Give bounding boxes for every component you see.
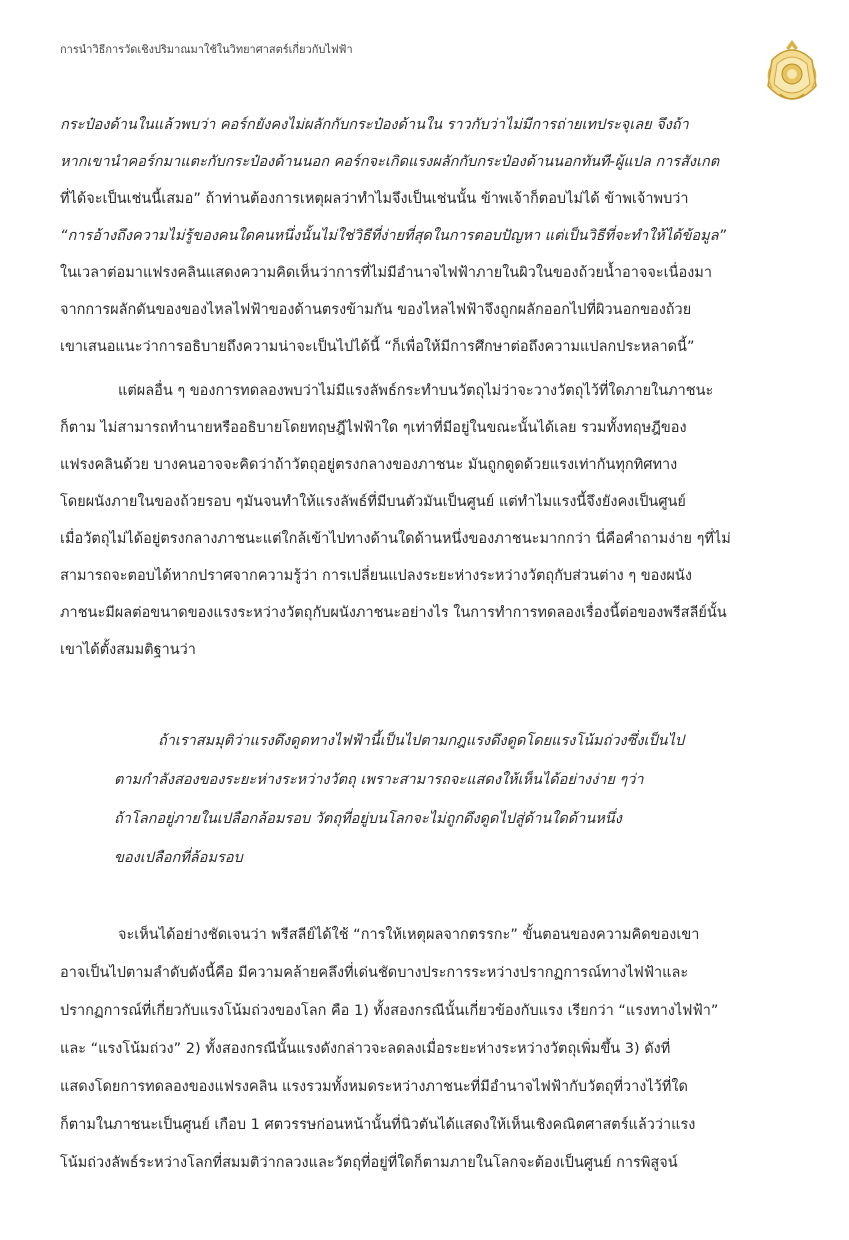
text-line: เขาได้ตั้งสมมติฐานว่า: [60, 642, 196, 658]
quote-line: ถ้าเราสมมุติว่าแรงดึงดูดทางไฟฟ้านี้เป็นไปตามกฎแรงดึงดูดโดยแรงโน้มถ่วงซึ่งเป็นไป: [158, 733, 685, 749]
text-line: โดยผนังภายในของถ้วยรอบ ๆมันจนทำให้แรงลัพธ์ที่มีบนตัวมันเป็นศูนย์ แต่ทำไมแรงนี้จึงยังคงเป็นศูนย์: [60, 494, 686, 510]
quote-line: ตามกำลังสองของระยะห่างระหว่างวัตถุ เพราะสามารถจะแสดงให้เห็นได้อย่างง่าย ๆว่า: [114, 772, 644, 788]
text-line: “การอ้างถึงความไม่รู้ของคนใดคนหนึ่งนั้นไม่ใช่วิธีที่ง่ายที่สุดในการตอบปัญหา แต่เป็นวิธีที่จะทำให้ได้ข้อมูล”: [60, 228, 727, 244]
quote-line: ของเปลือกที่ล้อมรอบ: [114, 850, 243, 866]
text-line: แสดงโดยการทดลองของแฟรงคลิน แรงรวมทั้งหมดระหว่างภาชนะที่มีอำนาจไฟฟ้ากับวัตถุที่วางไว้ที่ใด: [60, 1079, 688, 1095]
text-line: จากการผลักดันของของไหลไฟฟ้าของด้านตรงข้ามกัน ของไหลไฟฟ้าจึงถูกผลักออกไปที่ผิวนอกของถ้วย: [60, 302, 692, 318]
text-line: กระป๋องด้านในแล้วพบว่า คอร์กยังคงไม่ผลักกับกระป๋องด้านใน ราวกับว่าไม่มีการถ่ายเทประจุเลย จึงถ้า: [60, 117, 689, 133]
text-line: ที่ได้จะเป็นเช่นนี้เสมอ” ถ้าท่านต้องการเหตุผลว่าทำไมจึงเป็นเช่นนั้น ข้าพเจ้าก็ตอบไม่ได้ ข้าพเจ้าพบว่า: [60, 191, 689, 207]
text-line: สามารถจะตอบได้หากปราศจากความรู้ว่า การเปลี่ยนแปลงระยะห่างระหว่างวัตถุกับส่วนต่าง ๆ ของผนัง: [60, 568, 692, 584]
text-line: โน้มถ่วงลัพธ์ระหว่างโลกที่สมมติว่ากลวงและวัตถุที่อยู่ที่ใดก็ตามภายในโลกจะต้องเป็นศูนย์ การพิสูจน์: [60, 1155, 678, 1171]
text-line: เขาเสนอแนะว่าการอธิบายถึงความน่าจะเป็นไปได้นี้ “ก็เพื่อให้มีการศึกษาต่อถึงความแปลกประหลาดนี้”: [60, 339, 695, 355]
text-line: ในเวลาต่อมาแฟรงคลินแสดงความคิดเห็นว่าการที่ไม่มีอำนาจไฟฟ้าภายในผิวในของถ้วยน้ำอาจจะเนื่องมา: [60, 265, 713, 281]
text-line: เมื่อวัตถุไม่ได้อยู่ตรงกลางภาชนะแต่ใกล้เข้าไปทางด้านใดด้านหนึ่งของภาชนะมากกว่า นี่คือคำถามง่าย ๆที่ไม่: [60, 531, 731, 547]
university-seal-icon: [762, 38, 822, 112]
text-line: ก็ตามในภาชนะเป็นศูนย์ เกือบ 1 ศตวรรษก่อนหน้านั้นที่นิวตันได้แสดงให้เห็นเชิงคณิตศาสตร์แล้วว่าแรง: [60, 1117, 696, 1133]
text-line: อาจเป็นไปตามลำดับดังนี้คือ มีความคล้ายคลึงที่เด่นชัดบางประการระหว่างปรากฏการณ์ทางไฟฟ้าและ: [60, 965, 689, 981]
text-line: แต่ผลอื่น ๆ ของการทดลองพบว่าไม่มีแรงลัพธ์กระทำบนวัตถุไม่ว่าจะวางวัตถุไว้ที่ใดภายในภาชนะ: [118, 383, 714, 399]
text-line: ก็ตาม ไม่สามารถทำนายหรืออธิบายโดยทฤษฎีไฟฟ้าใด ๆเท่าที่มีอยู่ในขณะนั้นได้เลย รวมทั้งทฤษฎีของ: [60, 420, 687, 436]
text-line: แฟรงคลินด้วย บางคนอาจจะคิดว่าถ้าวัตถุอยู่ตรงกลางของภาชนะ มันถูกดูดด้วยแรงเท่ากันทุกทิศทาง: [60, 457, 678, 473]
text-line: จะเห็นได้อย่างชัดเจนว่า พรีสลีย์ได้ใช้ “การให้เหตุผลจากตรรกะ” ขั้นตอนของความคิดของเขา: [118, 927, 700, 943]
running-header: การนำวิธีการวัดเชิงปริมาณมาใช้ในวิทยาศาสตร์เกี่ยวกับไฟฟ้า: [60, 43, 353, 56]
text-line: ภาชนะมีผลต่อขนาดของแรงระหว่างวัตถุกับผนังภาชนะอย่างไร ในการทำการทดลองเรื่องนี้ต่อของพรีสลีย์นั้น: [60, 605, 727, 621]
text-line: ปรากฏการณ์ที่เกี่ยวกับแรงโน้มถ่วงของโลก คือ 1) ทั้งสองกรณีนั้นเกี่ยวข้องกับแรง เรียกว่า “แรงทางไฟฟ้า”: [60, 1003, 719, 1019]
text-line: และ “แรงโน้มถ่วง” 2) ทั้งสองกรณีนั้นแรงดังกล่าวจะลดลงเมื่อระยะห่างระหว่างวัตถุเพิ่มขึ้น 3) ดังที่: [60, 1041, 671, 1057]
quote-line: ถ้าโลกอยู่ภายในเปลือกล้อมรอบ วัตถุที่อยู่บนโลกจะไม่ถูกดึงดูดไปสู่ด้านใดด้านหนึ่ง: [114, 811, 622, 827]
text-line: หากเขานำคอร์กมาแตะกับกระป๋องด้านนอก คอร์กจะเกิดแรงผลักกับกระป๋องด้านนอกทันที-ผู้แปล การสังเกต: [60, 154, 720, 170]
